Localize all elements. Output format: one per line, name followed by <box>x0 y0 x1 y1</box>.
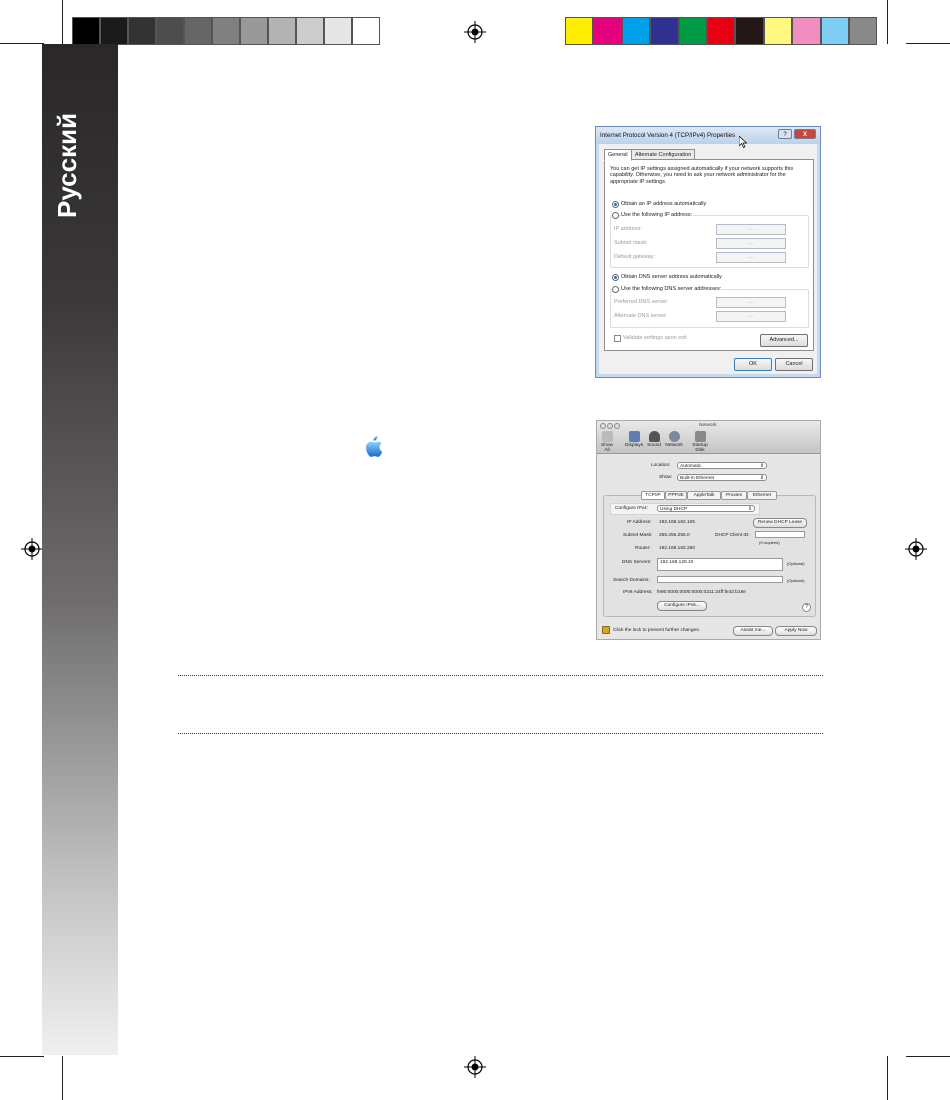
popup-arrows-icon: ⇕ <box>747 507 752 512</box>
toolbar-startup-disk[interactable] <box>688 431 712 453</box>
close-window-icon[interactable] <box>600 423 606 429</box>
note-divider-bottom <box>178 733 823 734</box>
crop-mark <box>0 1056 44 1057</box>
renew-dhcp-lease-button[interactable]: Renew DHCP Lease <box>753 518 807 528</box>
color-swatch <box>593 17 621 45</box>
tab-general[interactable]: General <box>604 149 632 161</box>
validate-checkbox[interactable] <box>614 335 621 342</box>
grid-icon <box>602 431 613 442</box>
gray-swatch <box>324 17 352 45</box>
search-domains-field[interactable] <box>657 576 783 583</box>
globe-icon <box>669 431 680 442</box>
close-button[interactable]: X <box>794 129 816 139</box>
mouse-cursor-icon <box>739 136 747 148</box>
dns-optional-note: (Optional) <box>787 561 805 566</box>
search-domains-label: Search Domains: <box>613 578 650 583</box>
crop-mark <box>906 43 950 44</box>
apply-now-button[interactable]: Apply Now <box>775 626 817 636</box>
dns-servers-label: DNS Servers: <box>622 560 652 565</box>
show-popup[interactable] <box>677 474 767 481</box>
preferred-dns-label: Preferred DNS server: <box>614 299 669 305</box>
alternate-dns-label: Alternate DNS server: <box>614 313 668 319</box>
gray-swatch <box>72 17 100 45</box>
crop-mark <box>62 1056 63 1100</box>
gray-swatch <box>184 17 212 45</box>
toolbar-label: Displays <box>625 443 644 448</box>
popup-arrows-icon: ⇕ <box>759 476 764 481</box>
dialog-title: Internet Protocol Version 4 (TCP/IPv4) Properties <box>600 132 736 139</box>
ipv6-address-label: IPv6 Address: <box>623 590 653 595</box>
language-label: Русский <box>52 112 82 218</box>
assist-me-button[interactable]: Assist me... <box>733 626 773 636</box>
configure-ipv4-popup[interactable] <box>657 505 755 512</box>
tab-tcpip[interactable]: TCP/IP <box>641 491 665 500</box>
configure-ipv4-value: Using DHCP <box>660 507 688 512</box>
subnet-mask-field[interactable]: . . . <box>716 238 786 249</box>
validate-label: Validate settings upon exit <box>623 335 687 341</box>
registration-mark-icon <box>905 538 927 560</box>
lock-text: Click the lock to prevent further changes. <box>613 628 700 633</box>
crop-mark <box>887 0 888 44</box>
toolbar-displays[interactable] <box>625 431 643 448</box>
apple-logo-icon <box>364 436 382 457</box>
obtain-dns-label: Obtain DNS server address automatically <box>621 274 722 280</box>
router-value: 192.168.182.250 <box>659 546 696 551</box>
location-label: Location: <box>651 463 671 468</box>
dns-servers-value: 192.168.128.10 <box>660 560 694 565</box>
configure-ipv4-label: Configure IPv4: <box>615 506 649 511</box>
tab-alternate-configuration[interactable]: Alternate Configuration <box>631 149 695 161</box>
default-gateway-label: Default gateway: <box>614 254 655 260</box>
obtain-ip-label: Obtain an IP address automatically <box>621 201 707 207</box>
general-tab-panel <box>604 159 814 351</box>
color-swatch <box>735 17 763 45</box>
preferred-dns-field[interactable]: . . . <box>716 297 786 308</box>
gray-swatch <box>352 17 380 45</box>
zoom-window-icon[interactable] <box>614 423 620 429</box>
gray-swatch <box>156 17 184 45</box>
ip-address-label: IP address: <box>614 226 642 232</box>
alternate-dns-field[interactable]: . . . <box>716 311 786 322</box>
crop-mark <box>62 0 63 44</box>
window-toolbar <box>597 421 820 454</box>
ipv6-address-value: fe80:0000:0000:0000:0211:24ff:fe32:b18e <box>657 590 746 595</box>
window-title: Network <box>699 423 717 428</box>
use-ip-label: Use the following IP address: <box>621 212 693 218</box>
color-swatch <box>565 17 593 45</box>
ip-address-field[interactable]: . . . <box>716 224 786 235</box>
color-swatch <box>679 17 707 45</box>
registration-mark-icon <box>464 1056 486 1078</box>
subnet-mask-value: 255.255.255.0 <box>659 533 690 538</box>
crop-mark <box>906 1056 950 1057</box>
color-swatch <box>764 17 792 45</box>
advanced-button[interactable]: Advanced... <box>760 334 808 347</box>
gray-swatch <box>240 17 268 45</box>
registration-mark-icon <box>464 21 486 43</box>
toolbar-network[interactable] <box>664 431 684 448</box>
tab-pppoe[interactable]: PPPoE <box>665 491 687 500</box>
if-required-note: (If required) <box>759 540 780 545</box>
dns-servers-field[interactable] <box>657 558 783 571</box>
dns-settings-group <box>610 289 809 328</box>
tab-appletalk[interactable]: AppleTalk <box>687 491 721 500</box>
toolbar-sound[interactable] <box>645 431 663 448</box>
subnet-mask-label: Subnet Mask: <box>623 533 653 538</box>
tab-proxies[interactable]: Proxies <box>721 491 747 500</box>
display-icon <box>629 431 640 442</box>
tab-ethernet[interactable]: Ethernet <box>747 491 777 500</box>
obtain-ip-radio[interactable] <box>612 201 619 208</box>
color-swatch <box>849 17 877 45</box>
gray-swatch <box>296 17 324 45</box>
color-swatch <box>792 17 820 45</box>
ok-button[interactable]: OK <box>734 358 772 371</box>
router-label: Router: <box>635 546 651 551</box>
toolbar-show-all[interactable] <box>598 431 616 453</box>
dialog-titlebar <box>596 127 820 144</box>
color-swatch <box>821 17 849 45</box>
registration-mark-icon <box>21 538 43 560</box>
obtain-dns-radio[interactable] <box>612 274 619 281</box>
dialog-description: You can get IP settings assigned automatically if your network supports this capability. Otherwise, you need to ask your network administrator for the appropriate IP settings. <box>610 166 794 185</box>
gray-swatch <box>100 17 128 45</box>
default-gateway-field[interactable]: . . . <box>716 252 786 263</box>
subnet-mask-label: Subnet mask: <box>614 240 648 246</box>
speaker-icon <box>649 431 660 442</box>
gray-swatch <box>268 17 296 45</box>
cancel-button[interactable]: Cancel <box>775 358 813 371</box>
help-button[interactable]: ? <box>778 129 792 139</box>
crop-mark <box>887 1056 888 1100</box>
mac-network-preferences-window <box>596 420 821 640</box>
use-ip-radio[interactable] <box>612 212 619 219</box>
tcpip-properties-dialog <box>595 126 821 378</box>
disk-icon <box>695 431 706 442</box>
search-optional-note: (Optional) <box>787 578 805 583</box>
show-value: Built-in Ethernet <box>680 476 715 481</box>
gray-swatch <box>128 17 156 45</box>
color-swatch <box>650 17 678 45</box>
toolbar-label: Startup Disk <box>692 443 708 453</box>
gray-swatch <box>212 17 240 45</box>
use-dns-radio[interactable] <box>612 286 619 293</box>
help-icon[interactable]: ? <box>802 603 811 612</box>
location-popup[interactable] <box>677 462 767 469</box>
lock-icon[interactable] <box>602 626 610 634</box>
toolbar-label: Sound <box>647 443 661 448</box>
show-label: Show: <box>659 475 673 480</box>
color-swatch <box>707 17 735 45</box>
popup-arrows-icon: ⇕ <box>759 464 764 469</box>
toolbar-label: Show All <box>601 443 613 453</box>
ip-address-label: IP Address: <box>627 520 652 525</box>
use-dns-label: Use the following DNS server addresses: <box>621 286 722 292</box>
ip-address-value: 192.168.182.105 <box>659 520 696 525</box>
dialog-body <box>599 144 817 374</box>
note-divider-top <box>178 675 823 676</box>
color-swatch <box>622 17 650 45</box>
toolbar-label: Network <box>665 443 683 448</box>
location-value: Automatic <box>680 464 702 469</box>
minimize-window-icon[interactable] <box>607 423 613 429</box>
dhcp-client-id-label: DHCP Client ID: <box>715 533 750 538</box>
crop-mark <box>0 43 44 44</box>
dhcp-client-id-field[interactable] <box>755 531 805 538</box>
configure-ipv6-button[interactable]: Configure IPv6... <box>657 601 707 611</box>
